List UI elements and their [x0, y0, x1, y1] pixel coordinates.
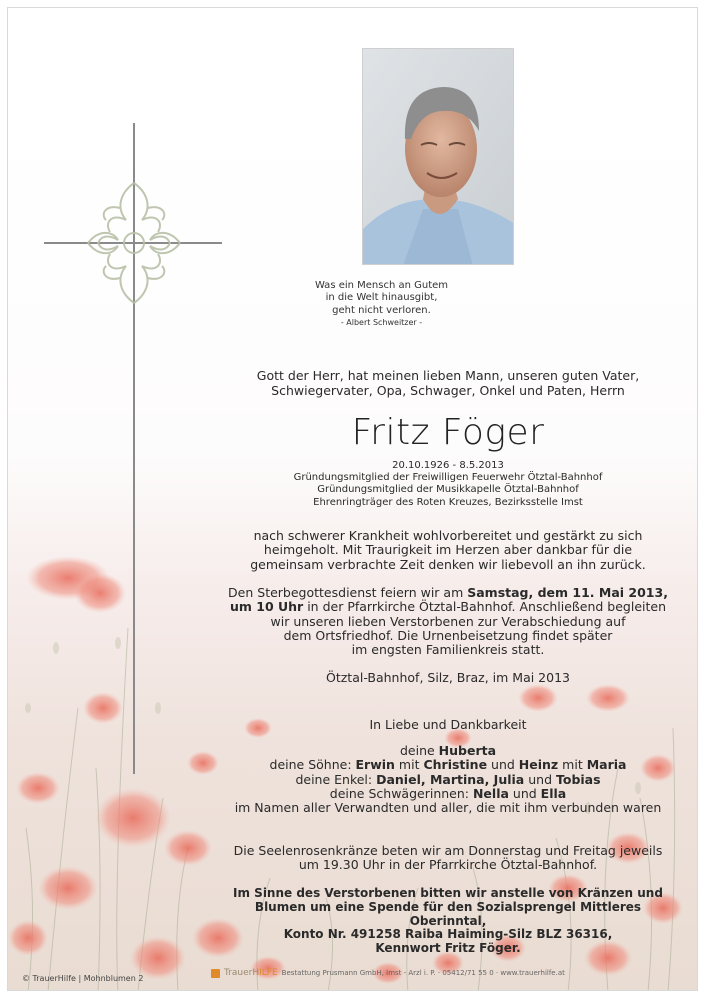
- family-name: Tobias: [555, 771, 601, 787]
- family-line: [218, 758, 678, 772]
- text-part: und: [508, 785, 541, 801]
- quote-line: in die Welt hinausgibt,: [325, 292, 438, 304]
- footer-imprint: [211, 968, 565, 978]
- role-line: Gründungsmitglied der Freiwilligen Feuerwehr Ötztal-Bahnhof: [293, 472, 603, 484]
- service-date: Samstag, dem 11. Mai 2013,: [467, 585, 668, 600]
- text-line: Die Seelenrosenkränze beten wir am Donnerstag und Freitag jeweils: [233, 843, 663, 858]
- footer-text: Bestattung Prusmann GmbH, Imst - Arzl i. P. · 05412/71 55 0 · www.trauerhilfe.at: [281, 969, 565, 977]
- copyright-note: © TrauerHilfe | Mohnblumen 2: [22, 974, 144, 983]
- logo-text: TrauerH: [224, 968, 260, 978]
- quote: [151, 280, 612, 330]
- text-part: deine: [399, 743, 439, 758]
- love-line: In Liebe und Dankbarkeit: [369, 717, 527, 732]
- quote-line: geht nicht verloren.: [332, 304, 431, 316]
- quote-author: - Albert Schweitzer -: [340, 318, 423, 328]
- text-line: Blumen um eine Spende für den Sozialsprengel Mittleres Oberinntal,: [254, 899, 642, 928]
- family-name: Huberta: [438, 743, 497, 758]
- text-part: mit: [558, 757, 587, 773]
- family-name: Daniel, Martina, Julia: [376, 771, 525, 787]
- service-paragraph: [218, 586, 678, 657]
- life-dates: 20.10.1926 - 8.5.2013: [392, 460, 504, 471]
- portrait-photo: [362, 48, 514, 265]
- text-line: wir unseren lieben Verstorbenen zur Verabschiedung auf: [270, 613, 626, 629]
- family-name: Christine: [423, 757, 488, 773]
- deceased-name: Fritz Föger: [351, 412, 545, 453]
- deceased-details: [218, 460, 678, 509]
- parte-card: [7, 7, 698, 991]
- family-name: Heinz: [518, 757, 559, 773]
- text-part: mit: [394, 757, 424, 773]
- text-line: heimgeholt. Mit Traurigkeit im Herzen aber dankbar für die: [263, 542, 633, 558]
- family-name: Erwin: [355, 757, 395, 773]
- text-line: dem Ortsfriedhof. Die Urnenbeisetzung findet später: [283, 627, 613, 643]
- text-part: deine Schwägerinnen:: [329, 785, 473, 801]
- text-line: Kennwort Fritz Föger.: [375, 941, 521, 956]
- ornamental-cross-icon: [8, 8, 248, 798]
- logo-text: ILFE: [259, 968, 278, 978]
- text-line: nach schwerer Krankheit wohlvorbereitet und gestärkt zu sich: [253, 528, 643, 543]
- family-name: Nella: [472, 785, 509, 801]
- text-part: und: [524, 771, 556, 787]
- text-part: in der Pfarrkirche Ötztal-Bahnhof. Anschließend begleiten: [303, 599, 667, 615]
- rosary-paragraph: [218, 844, 678, 873]
- family-line: im Namen aller Verwandten und aller, die mit ihm verbunden waren: [234, 800, 662, 816]
- text-part: deine Enkel:: [295, 771, 377, 787]
- intro-line: Schwiegervater, Opa, Schwager, Onkel und Paten, Herrn: [271, 382, 625, 398]
- family-line: [218, 744, 678, 758]
- family-list: [218, 744, 678, 815]
- trauerhilfe-logo-icon: [211, 969, 220, 978]
- family-name: Maria: [586, 757, 627, 773]
- text-line: im engsten Familienkreis statt.: [351, 642, 545, 658]
- text-part: Den Sterbegottesdienst feiern wir am: [228, 585, 468, 600]
- service-time: um 10 Uhr: [229, 599, 304, 615]
- family-line: [218, 787, 678, 801]
- text-line: um 19.30 Uhr in der Pfarrkirche Ötztal-Bahnhof.: [298, 857, 598, 873]
- donation-paragraph: [218, 887, 678, 956]
- family-name: Ella: [540, 785, 567, 801]
- text-line: Konto Nr. 491258 Raiba Haiming-Silz BLZ 36316,: [283, 927, 613, 942]
- intro-text: [218, 369, 678, 398]
- text-part: und: [487, 757, 519, 773]
- text-line: gemeinsam verbrachte Zeit denken wir liebevoll an ihn zurück.: [250, 556, 646, 572]
- text-part: deine Söhne:: [269, 757, 356, 773]
- text-line: Im Sinne des Verstorbenen bitten wir anstelle von Kränzen und: [233, 886, 663, 900]
- passing-paragraph: [218, 529, 678, 572]
- family-line: [218, 773, 678, 787]
- role-line: Gründungsmitglied der Musikkapelle Ötztal-Bahnhof: [317, 484, 579, 496]
- intro-line: Gott der Herr, hat meinen lieben Mann, unseren guten Vater,: [256, 368, 640, 383]
- text-line: [218, 600, 678, 614]
- quote-line: Was ein Mensch an Gutem: [314, 280, 449, 291]
- place-date: Ötztal-Bahnhof, Silz, Braz, im Mai 2013: [326, 670, 570, 685]
- role-line: Ehrenringträger des Roten Kreuzes, Bezirksstelle Imst: [313, 496, 583, 508]
- footer-logo: [224, 968, 278, 978]
